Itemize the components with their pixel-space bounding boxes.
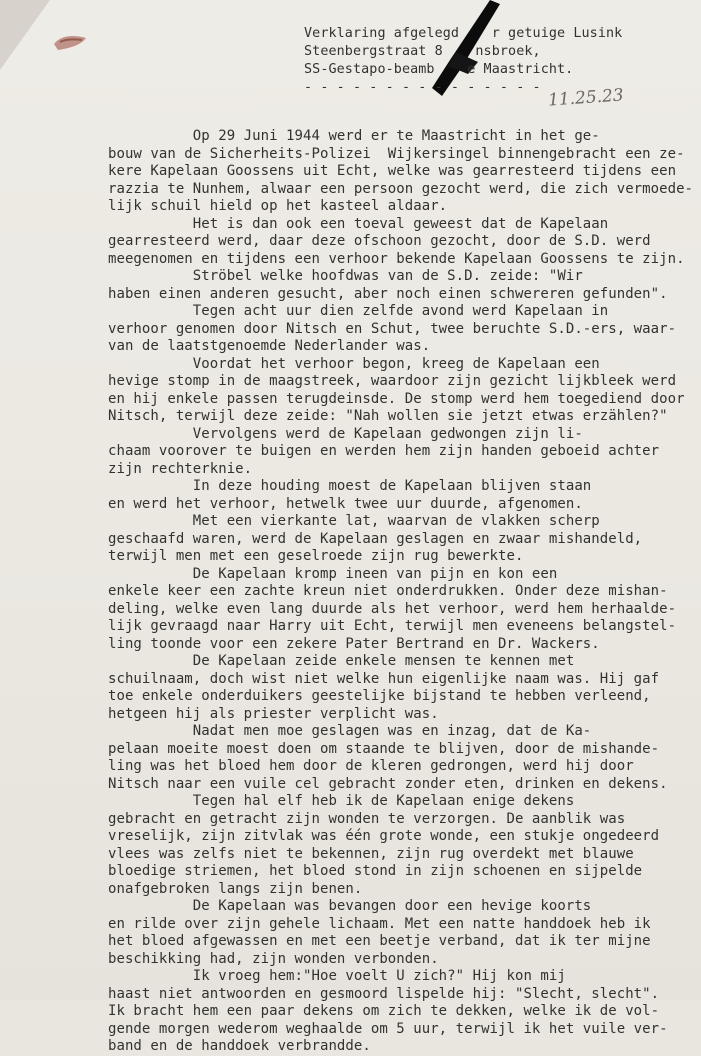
body-line: beschikking had, zijn wonden verbonden. (108, 950, 439, 967)
body-line: De Kapelaan was bevangen door een hevige koorts (108, 898, 592, 914)
body-line: ling toonde voor een zekere Pater Bertrand en Dr. Wackers. (108, 635, 600, 652)
body-line: gebracht en getracht zijn wonden te verzorgen. De aanblik was (108, 810, 626, 827)
body-line: Ströbel welke hoofdwas van de S.D. zeide: "Wir (108, 268, 583, 284)
body-line: De Kapelaan kromp ineen van pijn en kon een (108, 565, 558, 582)
body-line: meegenomen en tijdens een verhoor bekende Kapelaan Goossens te zijn. (108, 250, 685, 267)
body-line: bouw van de Sicherheits-Polizei Wijkersingel binnengebracht een ze- (108, 145, 685, 162)
body-line: Ik vroeg hem:"Hoe voelt U zich?" Hij kon mij (108, 968, 566, 984)
body-line: In deze houding moest de Kapelaan blijven staan (108, 478, 592, 494)
header-line: SS-Gestapo-beamb e Maastricht. (304, 62, 574, 77)
body-line: verhoor genomen door Nitsch en Schut, twee beruchte S.D.-ers, waar- (108, 320, 677, 337)
body-line: vreselijk, zijn zitvlak was één grote wonde, een stukje ongedeerd (108, 828, 660, 844)
body-line: haben einen anderen gesucht, aber noch einen schwereren gefunden". (108, 285, 668, 302)
torn-paper-mark (52, 30, 90, 52)
body-line: lijk schuil hield op het kasteel aldaar. (108, 198, 448, 214)
body-line: haast niet antwoorden en gesmoord lispelde hij: "Slecht, slecht". (108, 985, 660, 1002)
header-line: Verklaring afgelegd r getuige Lusink (304, 26, 623, 41)
body-line: en rilde over zijn gehele lichaam. Met een natte handdoek heb ik (108, 915, 651, 932)
document-header (304, 25, 684, 97)
body-line: Nadat men moe geslagen was en inzag, dat de Ka- (108, 723, 592, 739)
body-line: Het is dan ook een toeval geweest dat de Kapelaan (108, 215, 609, 232)
body-line: en werd het verhoor, hetwelk twee uur duurde, afgenomen. (108, 495, 583, 512)
body-line: Vervolgens werd de Kapelaan gedwongen zijn li- (108, 425, 583, 442)
body-line: hevige stomp in de maagstreek, waardoor zijn gezicht lijkbleek werd (108, 373, 677, 389)
body-line: en hij enkele passen terugdeinsde. De stomp werd hem toegediend door (108, 390, 685, 407)
handwritten-reference: 11.25.23 (547, 85, 625, 111)
body-line: het bloed afgewassen en met een beetje verband, dat ik ter mijne (108, 933, 651, 949)
body-line: Nitsch, terwijl deze zeide: "Nah wollen sie jetzt etwas erzählen?" (108, 408, 668, 424)
body-line: ling was het bloed hem door de kleren gedrongen, werd hij door (108, 758, 634, 774)
body-line: Nitsch naar een vuile cel gebracht zonder eten, drinken en dekens. (108, 775, 668, 792)
body-line: chaam voorover te buigen en werden hem zijn handen geboeid achter (108, 443, 660, 459)
body-line: kere Kapelaan Goossens uit Echt, welke was gearresteerd tijdens een (108, 163, 677, 179)
body-line: vlees was zelfs niet te bekennen, zijn rug overdekt met blauwe (108, 845, 634, 862)
body-line: bloedige striemen, het bloed stond in zijn schoenen en sijpelde (108, 863, 643, 879)
body-line: Op 29 Juni 1944 werd er te Maastricht in het ge- (108, 128, 600, 144)
body-line: razzia te Nunhem, alwaar een persoon gezocht werd, die zich vermoede- (108, 180, 694, 197)
body-line: hetgeen hij als priester verplicht was. (108, 705, 439, 722)
body-line: De Kapelaan zeide enkele mensen te kennen met (108, 653, 575, 669)
body-line: schuilnaam, doch wist niet welke hun eigenlijke naam was. Hij gaf (108, 670, 660, 687)
body-line: Ik bracht hem een paar dekens om zich te dekken, welke ik de vol- (108, 1003, 660, 1019)
body-line: Voordat het verhoor begon, kreeg de Kapelaan een (108, 355, 600, 372)
body-line: gearresteerd werd, daar deze ofschoon gezocht, door de S.D. werd (108, 233, 651, 249)
header-divider: - - - - - - - - - - - - - - - (304, 80, 541, 95)
body-line: zijn rechterknie. (108, 460, 253, 477)
body-line: van de laatstgenoemde Nederlander was. (108, 338, 431, 354)
body-line: Met een vierkante lat, waarvan de vlakken scherp (108, 513, 600, 529)
body-line: Tegen acht uur dien zelfde avond werd Kapelaan in (108, 303, 609, 319)
body-line: enkele keer een zachte kreun niet onderdrukken. Onder deze mishan- (108, 583, 668, 599)
body-line: band en de handdoek verbrandde. (108, 1038, 371, 1054)
body-line: pelaan moeite moest doen om staande te blijven, door de mishande- (108, 740, 660, 757)
body-line: lijk gevraagd naar Harry uit Echt, terwijl men eveneens belangstel- (108, 618, 677, 634)
body-line: Tegen hal elf heb ik de Kapelaan enige dekens (108, 793, 575, 809)
body-line: gende morgen wederom weghaalde om 5 uur, terwijl ik het vuile ver- (108, 1020, 668, 1037)
body-line: toe enkele onderduikers geestelijke bijstand te hebben verleend, (108, 688, 651, 704)
body-line: deling, welke even lang duurde als het verhoor, werd hem herhaalde- (108, 600, 677, 617)
header-line: Steenbergstraat 8 nsbroek, (304, 44, 541, 59)
body-line: onafgebroken langs zijn benen. (108, 880, 363, 897)
body-line: terwijl men met een geselroede zijn rug bewerkte. (108, 548, 524, 564)
folded-corner (0, 0, 50, 70)
statement-body (108, 128, 693, 1056)
body-line: geschaafd waren, werd de Kapelaan geslagen en zwaar mishandeld, (108, 530, 643, 547)
